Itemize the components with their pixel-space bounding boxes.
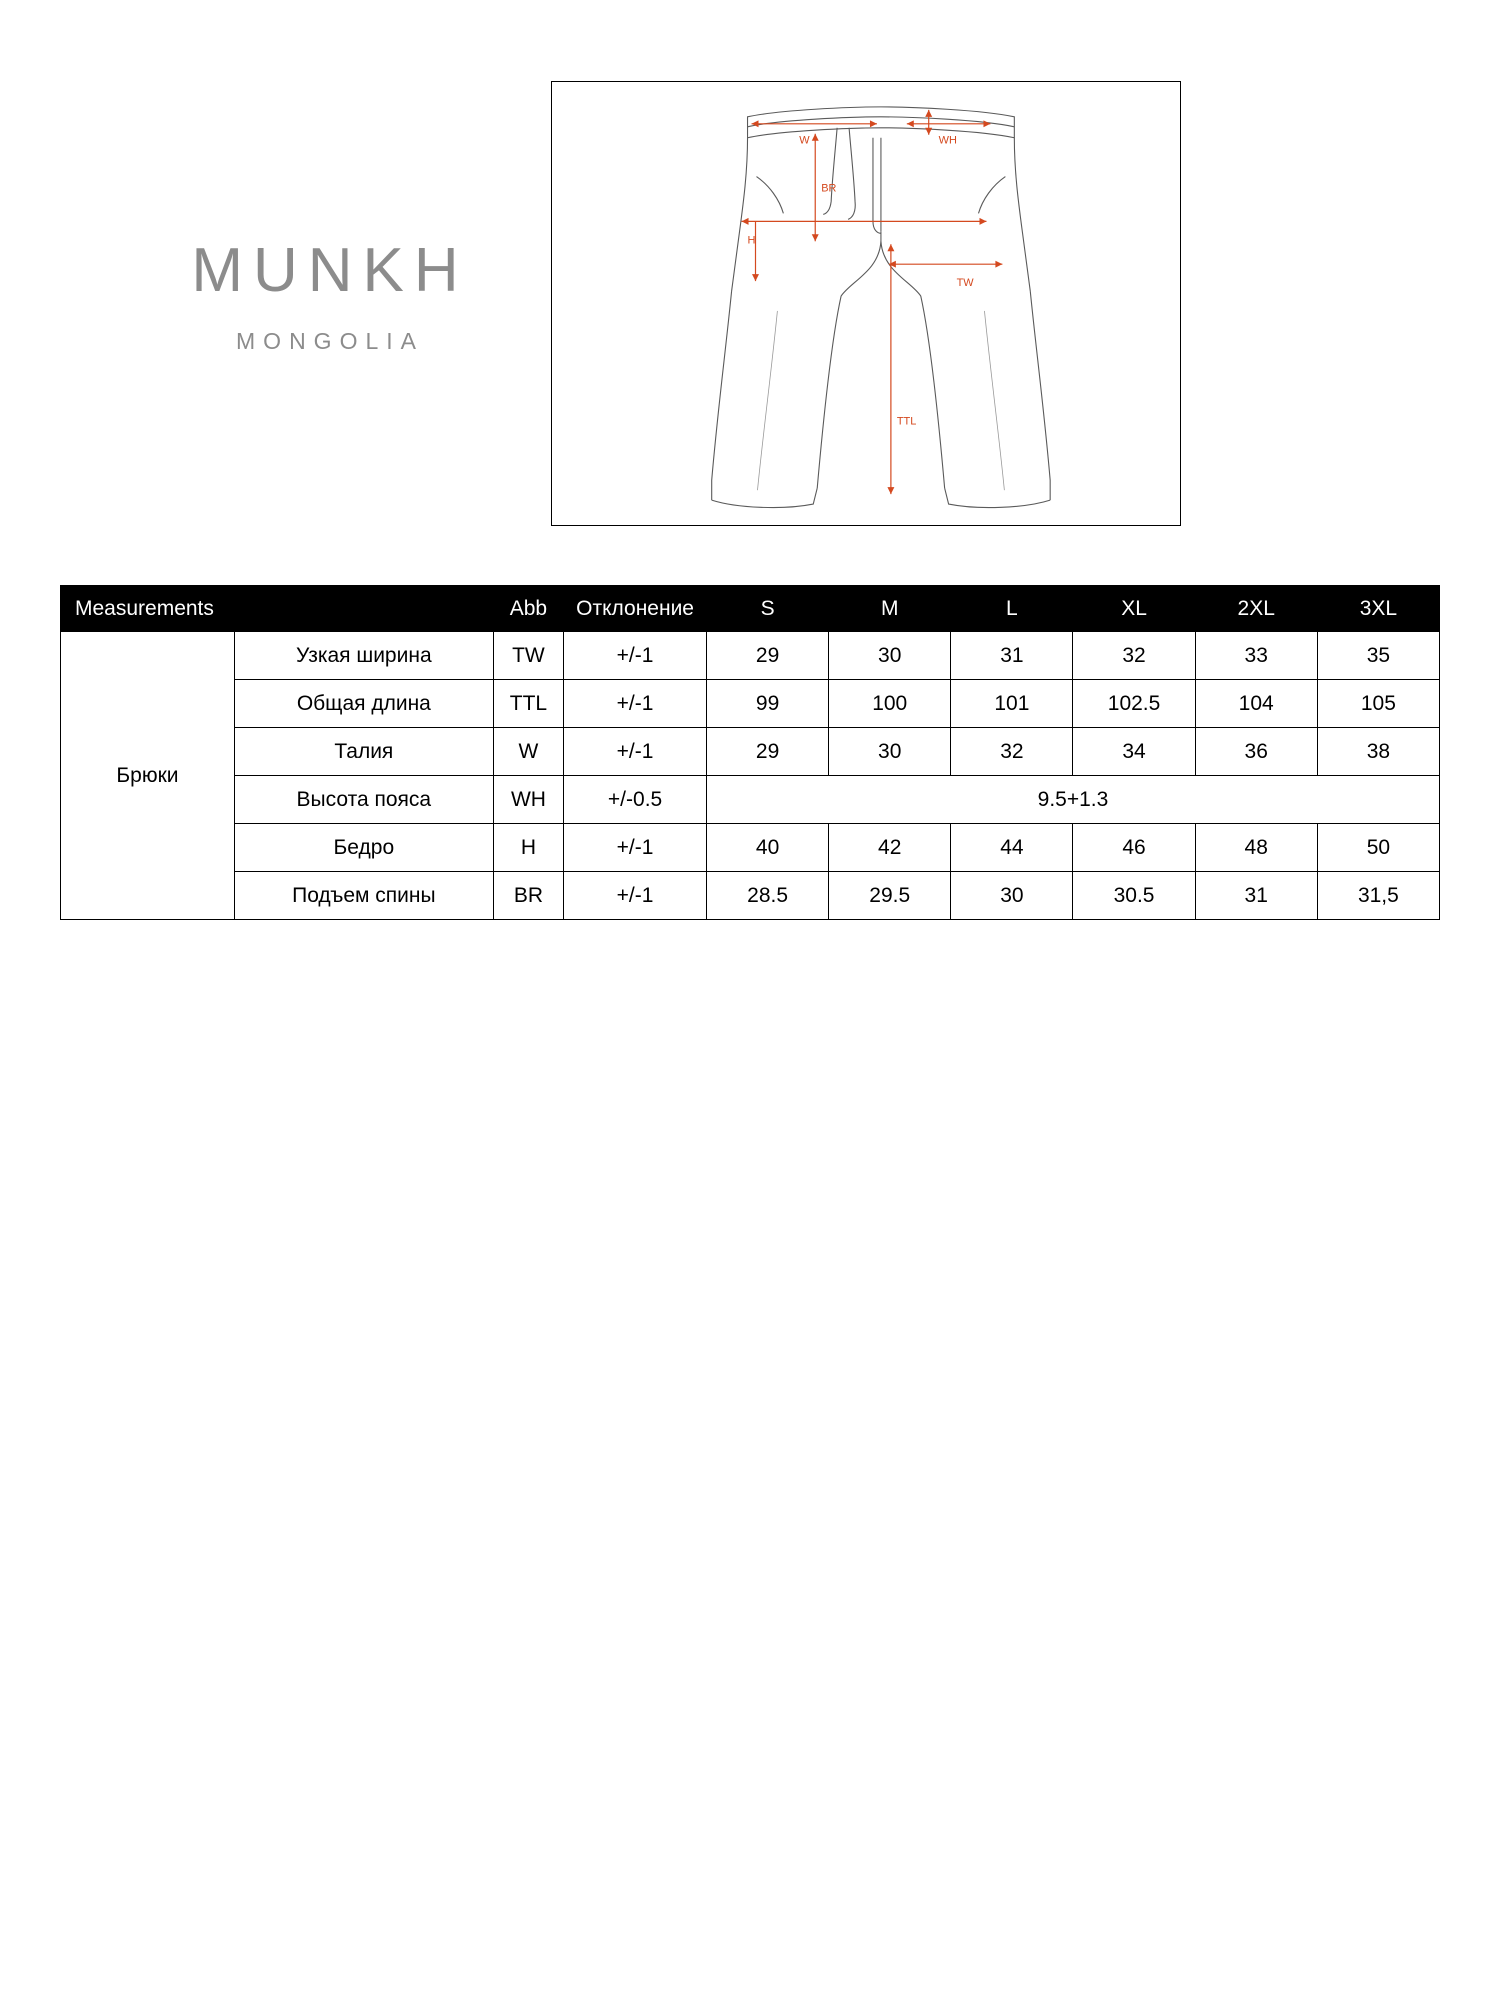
cell-m: 29.5 bbox=[829, 872, 951, 920]
svg-text:BR: BR bbox=[821, 182, 837, 195]
table-header-row bbox=[61, 586, 1440, 632]
cell-s: 99 bbox=[707, 680, 829, 728]
cell-l: 101 bbox=[951, 680, 1073, 728]
row-name: Бедро bbox=[234, 824, 493, 872]
header-measurements: Measurements bbox=[61, 586, 494, 632]
svg-text:TTL: TTL bbox=[896, 415, 917, 428]
header-deviation: Отклонение bbox=[564, 586, 707, 632]
svg-text:H: H bbox=[747, 234, 756, 247]
cell-xl: 30.5 bbox=[1073, 872, 1195, 920]
cell-3xl: 105 bbox=[1317, 680, 1439, 728]
cell-3xl: 35 bbox=[1317, 632, 1439, 680]
cell-xl: 102.5 bbox=[1073, 680, 1195, 728]
cell-2xl: 33 bbox=[1195, 632, 1317, 680]
row-abb: BR bbox=[493, 872, 563, 920]
cell-m: 30 bbox=[829, 728, 951, 776]
row-abb: WH bbox=[493, 776, 563, 824]
row-name: Высота пояса bbox=[234, 776, 493, 824]
row-name: Подъем спины bbox=[234, 872, 493, 920]
header-size-2xl: 2XL bbox=[1195, 586, 1317, 632]
cell-s: 29 bbox=[707, 728, 829, 776]
svg-text:W: W bbox=[799, 134, 810, 147]
cell-3xl: 50 bbox=[1317, 824, 1439, 872]
table-row bbox=[61, 872, 1440, 920]
row-name: Талия bbox=[234, 728, 493, 776]
table-row bbox=[61, 632, 1440, 680]
svg-text:WH: WH bbox=[938, 134, 957, 147]
brand-name: MUNKH bbox=[191, 236, 469, 305]
header-size-3xl: 3XL bbox=[1317, 586, 1439, 632]
cell-l: 31 bbox=[951, 632, 1073, 680]
header-size-s: S bbox=[707, 586, 829, 632]
row-abb: TW bbox=[493, 632, 563, 680]
trousers-technical-drawing bbox=[552, 82, 1180, 525]
cell-s: 40 bbox=[707, 824, 829, 872]
header-size-l: L bbox=[951, 586, 1073, 632]
row-name: Общая длина bbox=[234, 680, 493, 728]
measurements-table bbox=[60, 585, 1440, 920]
row-deviation: +/-0.5 bbox=[564, 776, 707, 824]
cell-xl: 46 bbox=[1073, 824, 1195, 872]
row-abb: H bbox=[493, 824, 563, 872]
cell-2xl: 36 bbox=[1195, 728, 1317, 776]
row-deviation: +/-1 bbox=[564, 680, 707, 728]
table-row bbox=[61, 824, 1440, 872]
cell-m: 42 bbox=[829, 824, 951, 872]
cell-xl: 32 bbox=[1073, 632, 1195, 680]
svg-text:TW: TW bbox=[956, 277, 974, 290]
cell-s: 29 bbox=[707, 632, 829, 680]
cell-s: 28.5 bbox=[707, 872, 829, 920]
table-row bbox=[61, 728, 1440, 776]
header-size-m: M bbox=[829, 586, 951, 632]
brand-logo bbox=[140, 236, 520, 355]
row-deviation: +/-1 bbox=[564, 632, 707, 680]
cell-2xl: 31 bbox=[1195, 872, 1317, 920]
cell-m: 100 bbox=[829, 680, 951, 728]
row-name: Узкая ширина bbox=[234, 632, 493, 680]
header-size-xl: XL bbox=[1073, 586, 1195, 632]
cell-l: 44 bbox=[951, 824, 1073, 872]
row-abb: W bbox=[493, 728, 563, 776]
cell-l: 32 bbox=[951, 728, 1073, 776]
brand-subtitle: MONGOLIA bbox=[236, 328, 424, 354]
table-row bbox=[61, 680, 1440, 728]
row-deviation: +/-1 bbox=[564, 824, 707, 872]
illustration-panel bbox=[551, 81, 1181, 526]
table-row bbox=[61, 776, 1440, 824]
row-deviation: +/-1 bbox=[564, 872, 707, 920]
row-deviation: +/-1 bbox=[564, 728, 707, 776]
cell-all-sizes: 9.5+1.3 bbox=[707, 776, 1440, 824]
cell-m: 30 bbox=[829, 632, 951, 680]
cell-xl: 34 bbox=[1073, 728, 1195, 776]
header-abb: Abb bbox=[493, 586, 563, 632]
row-abb: TTL bbox=[493, 680, 563, 728]
cell-l: 30 bbox=[951, 872, 1073, 920]
cell-2xl: 104 bbox=[1195, 680, 1317, 728]
cell-3xl: 31,5 bbox=[1317, 872, 1439, 920]
cell-2xl: 48 bbox=[1195, 824, 1317, 872]
cell-3xl: 38 bbox=[1317, 728, 1439, 776]
group-label: Брюки bbox=[61, 632, 235, 920]
